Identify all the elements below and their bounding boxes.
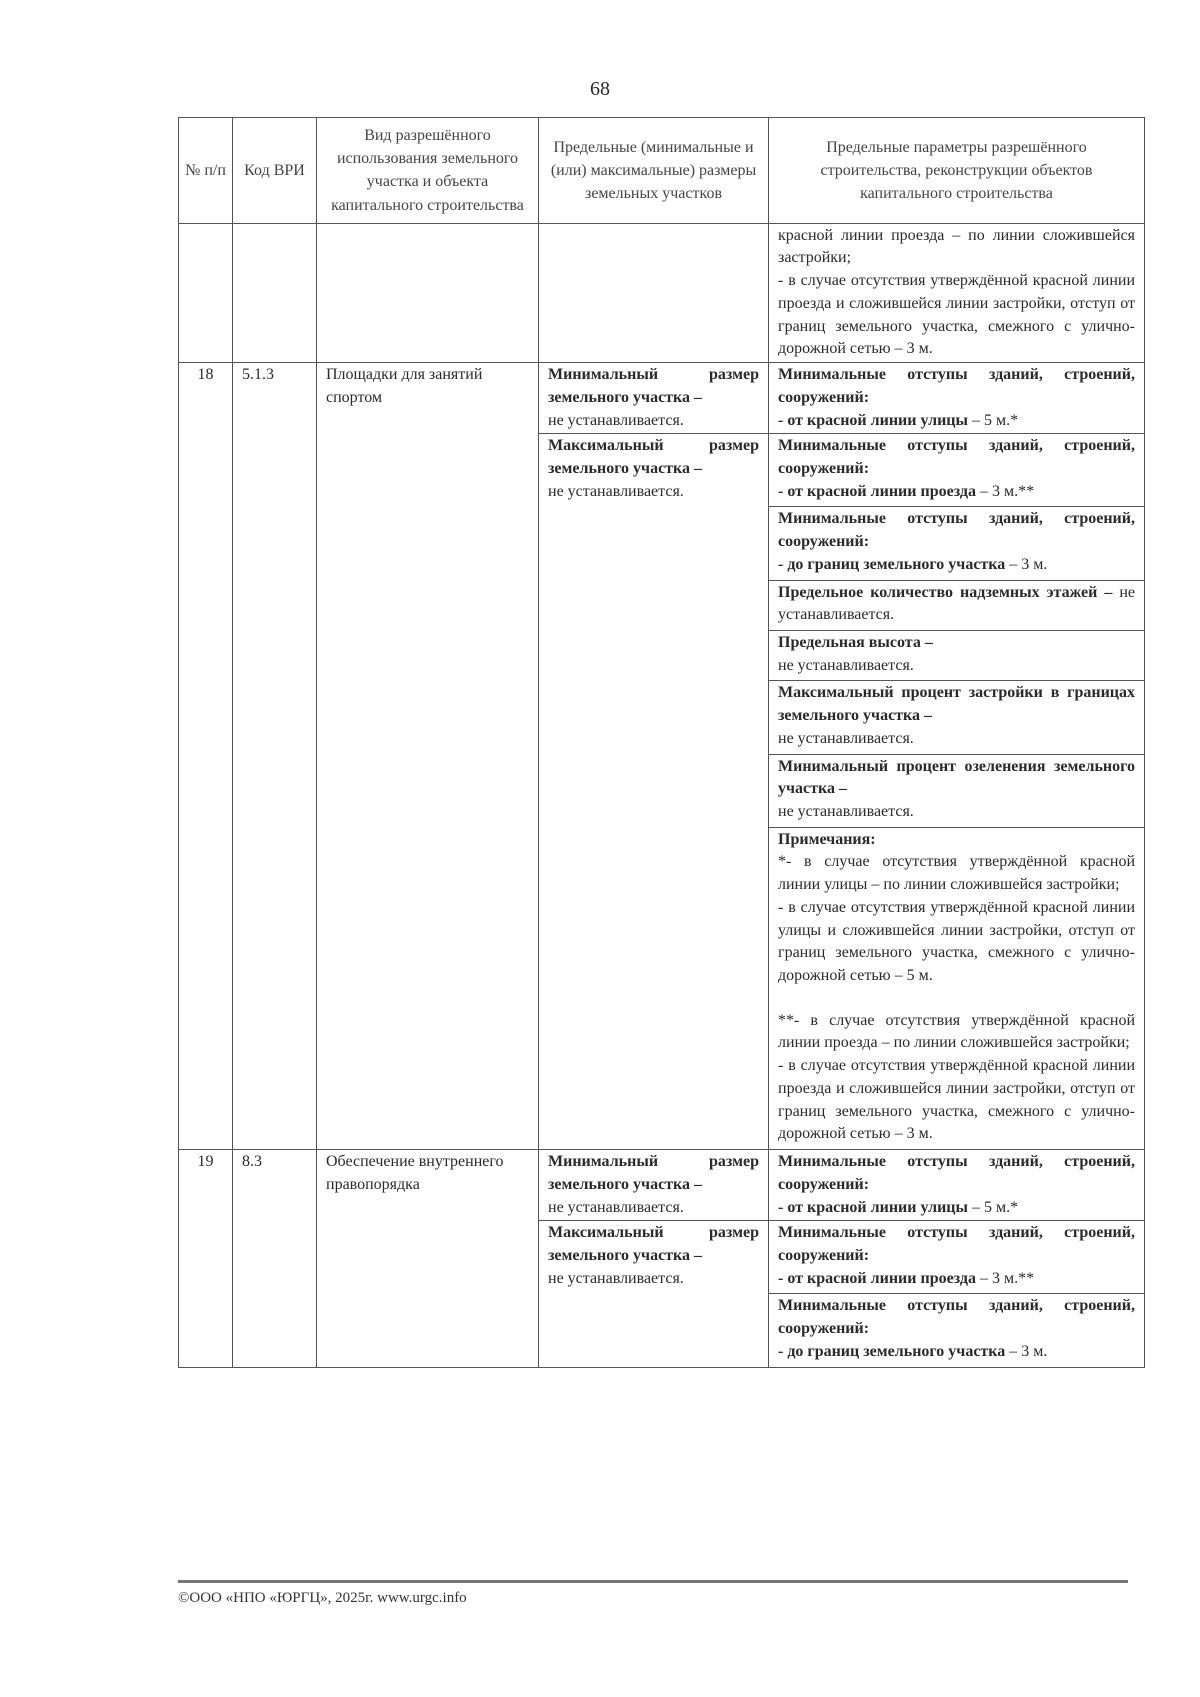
table-row-18 <box>179 363 1145 434</box>
continuation-params: красной линии проезда – по линии сложившейся застройки; - в случае отсутствия утверждённой красной линии проезда и сложившейся линии застройки, отступ от границ земельного участка, смежного с улично-дорожной сетью – 3 м. <box>769 223 1145 362</box>
row-num: 18 <box>179 363 233 1150</box>
param-border: Минимальные отступы зданий, строений, сооружений: - до границ земельного участка – 3 м. <box>769 1293 1144 1366</box>
param-red-road: Минимальные отступы зданий, строений, сооружений: - от красной линии проезда – 3 м.** <box>778 1224 1135 1287</box>
row-type: Обеспечение внутреннего правопорядка <box>317 1150 539 1367</box>
max-size-cell: Максимальный размер земельного участка – не устанавливается. <box>539 434 769 1150</box>
param-red-road: Минимальные отступы зданий, строений, сооружений: - от красной линии проезда – 3 м.** <box>778 437 1135 500</box>
header-params: Предельные параметры разрешённого строительства, реконструкции объектов капитального строительства <box>769 118 1145 224</box>
regulations-table <box>178 117 1145 1368</box>
params-stack <box>769 1221 1145 1367</box>
footer-divider <box>178 1580 1128 1583</box>
table-header-row <box>179 118 1145 224</box>
params-stack <box>769 434 1145 1150</box>
page-number: 68 <box>590 78 610 100</box>
param-border: Минимальные отступы зданий, строений, сооружений: - до границ земельного участка – 3 м. <box>769 506 1144 579</box>
row-code: 8.3 <box>233 1150 317 1367</box>
param-green: Минимальный процент озеленения земельного участка – не устанавливается. <box>769 754 1144 827</box>
header-type: Вид разрешённого использования земельного участка и объекта капитального строительства <box>317 118 539 224</box>
param-notes: Примечания: *- в случае отсутствия утверждённой красной линии улицы – по линии сложившейся застройки; - в случае отсутствия утверждённой красной линии улицы и сложившейся линии застройки, отступ от границ земельного участка, смежного с улично-дорожной сетью – 5 м. **- в случае отсутствия утверждённой красной линии проезда – по линии сложившейся застройки; - в случае отсутствия утверждённой красной линии проезда и сложившейся линии застройки, отступ от границ земельного участка, смежного с улично-дорожной сетью – 3 м. <box>769 827 1144 1149</box>
min-size-cell: Минимальный размер земельного участка – не устанавливается. <box>539 1150 769 1221</box>
max-size-cell: Максимальный размер земельного участка – не устанавливается. <box>539 1221 769 1367</box>
param-height: Предельная высота – не устанавливается. <box>769 630 1144 680</box>
table-row-continuation <box>179 223 1145 362</box>
param-red-street: Минимальные отступы зданий, строений, сооружений: - от красной линии улицы – 5 м.* <box>769 363 1145 434</box>
header-num: № п/п <box>179 118 233 224</box>
header-sizes: Предельные (минимальные и (или) максимальные) размеры земельных участков <box>539 118 769 224</box>
row-code: 5.1.3 <box>233 363 317 1150</box>
min-size-cell: Минимальный размер земельного участка – не устанавливается. <box>539 363 769 434</box>
param-floors: Предельное количество надземных этажей – не устанавливается. <box>769 580 1144 630</box>
table-row-19 <box>179 1150 1145 1221</box>
header-code: Код ВРИ <box>233 118 317 224</box>
row-type: Площадки для занятий спортом <box>317 363 539 1150</box>
footer-copyright: ©ООО «НПО «ЮРГЦ», 2025г. www.urgc.info <box>178 1590 467 1606</box>
param-coverage: Максимальный процент застройки в границах земельного участка – не устанавливается. <box>769 680 1144 753</box>
row-num: 19 <box>179 1150 233 1367</box>
param-red-street: Минимальные отступы зданий, строений, сооружений: - от красной линии улицы – 5 м.* <box>769 1150 1145 1221</box>
